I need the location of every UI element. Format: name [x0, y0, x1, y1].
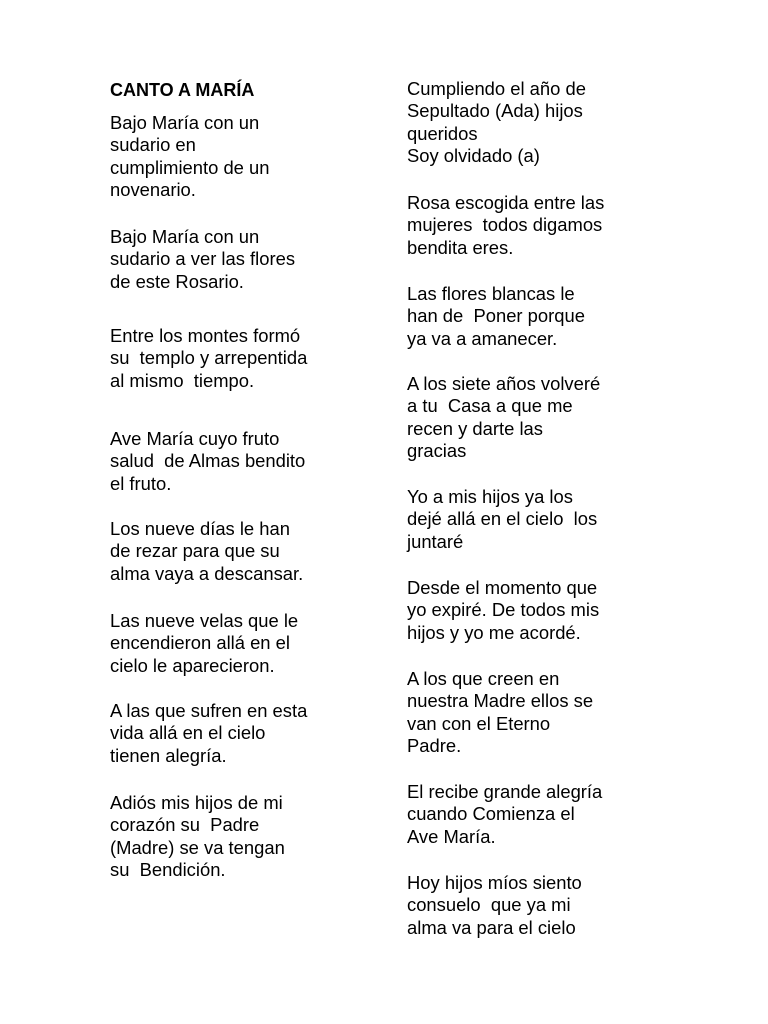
stanza-line: ya va a amanecer.: [407, 327, 558, 349]
stanza-line: novenario.: [110, 179, 196, 201]
stanza-line: salud de Almas bendito: [110, 450, 306, 472]
stanza-line: a tu Casa a que me: [407, 395, 573, 417]
stanza-line: Rosa escogida entre las: [407, 192, 605, 213]
stanza: [110, 325, 307, 392]
stanza: [407, 486, 597, 553]
stanza-line: han de Poner porque: [407, 305, 585, 327]
stanza-line: Ave María cuyo fruto: [110, 428, 280, 449]
stanza-line: Cumpliendo el año de: [407, 78, 586, 99]
song-title: CANTO A MARÍA: [110, 80, 255, 100]
stanza: [407, 283, 585, 350]
stanza-line: Sepultado (Ada) hijos: [407, 100, 583, 122]
stanza-line: juntaré: [407, 530, 464, 552]
stanza-line: nuestra Madre ellos se: [407, 690, 594, 712]
stanza: [110, 226, 295, 293]
stanza-line: recen y darte las: [407, 417, 543, 439]
stanza: [110, 610, 298, 677]
stanza: [407, 78, 586, 168]
stanza-line: Adiós mis hijos de mi: [110, 792, 283, 813]
stanza-line: cuando Comienza el: [407, 803, 575, 825]
stanza-line: mujeres todos digamos: [407, 214, 603, 236]
stanza-line: van con el Eterno: [407, 712, 551, 734]
stanza-line: el fruto.: [110, 472, 172, 494]
stanza-line: sudario en: [110, 134, 196, 156]
stanza: [407, 872, 582, 939]
stanza-line: Soy olvidado (a): [407, 145, 540, 167]
stanza-line: Desde el momento que: [407, 577, 598, 598]
stanza-line: encendieron allá en el: [110, 632, 290, 654]
stanza-line: queridos: [407, 122, 478, 144]
stanza-line: hijos y yo me acordé.: [407, 621, 581, 643]
stanza-line: dejé allá en el cielo los: [407, 508, 598, 530]
stanza-line: sudario a ver las flores: [110, 248, 296, 270]
stanza-line: Ave María.: [407, 825, 496, 847]
stanza-line: Padre.: [407, 735, 462, 757]
stanza-line: corazón su Padre: [110, 814, 260, 836]
stanza: [407, 192, 604, 259]
stanza: [110, 112, 269, 202]
stanza-line: A los siete años volveré: [407, 373, 601, 394]
stanza-line: A los que creen en: [407, 668, 560, 689]
stanza: [110, 518, 303, 585]
stanza-line: cielo le aparecieron.: [110, 654, 275, 676]
stanza-line: Bajo María con un: [110, 226, 260, 247]
stanza-line: su templo y arrepentida: [110, 347, 308, 369]
stanza-line: Los nueve días le han: [110, 518, 290, 539]
stanza-line: su Bendición.: [110, 859, 226, 881]
stanza-line: El recibe grande alegría: [407, 781, 603, 802]
stanza-line: al mismo tiempo.: [110, 369, 255, 391]
stanza-line: tienen alegría.: [110, 744, 227, 766]
stanza-line: Hoy hijos míos siento: [407, 872, 582, 893]
stanza: [110, 700, 307, 767]
stanza-line: Las flores blancas le: [407, 283, 575, 304]
stanza: [407, 577, 599, 644]
stanza-line: alma vaya a descansar.: [110, 562, 304, 584]
stanza: [110, 428, 305, 495]
stanza-line: cumplimiento de un: [110, 156, 270, 178]
stanza-line: yo expiré. De todos mis: [407, 599, 600, 621]
stanza-line: Entre los montes formó: [110, 325, 301, 346]
stanza-line: Yo a mis hijos ya los: [407, 486, 573, 507]
stanza-line: bendita eres.: [407, 236, 514, 258]
stanza: [407, 373, 600, 463]
stanza-line: vida allá en el cielo: [110, 722, 266, 744]
stanza: [407, 781, 602, 848]
stanza: [110, 792, 285, 882]
stanza: [407, 668, 593, 758]
stanza-line: Bajo María con un: [110, 112, 260, 133]
stanza-line: de este Rosario.: [110, 270, 244, 292]
stanza-line: alma va para el cielo: [407, 916, 576, 938]
stanza-line: (Madre) se va tengan: [110, 836, 285, 858]
stanza-line: Las nueve velas que le: [110, 610, 299, 631]
stanza-line: de rezar para que su: [110, 540, 280, 562]
stanza-line: A las que sufren en esta: [110, 700, 308, 721]
stanza-line: consuelo que ya mi: [407, 894, 571, 916]
stanza-line: gracias: [407, 440, 467, 462]
